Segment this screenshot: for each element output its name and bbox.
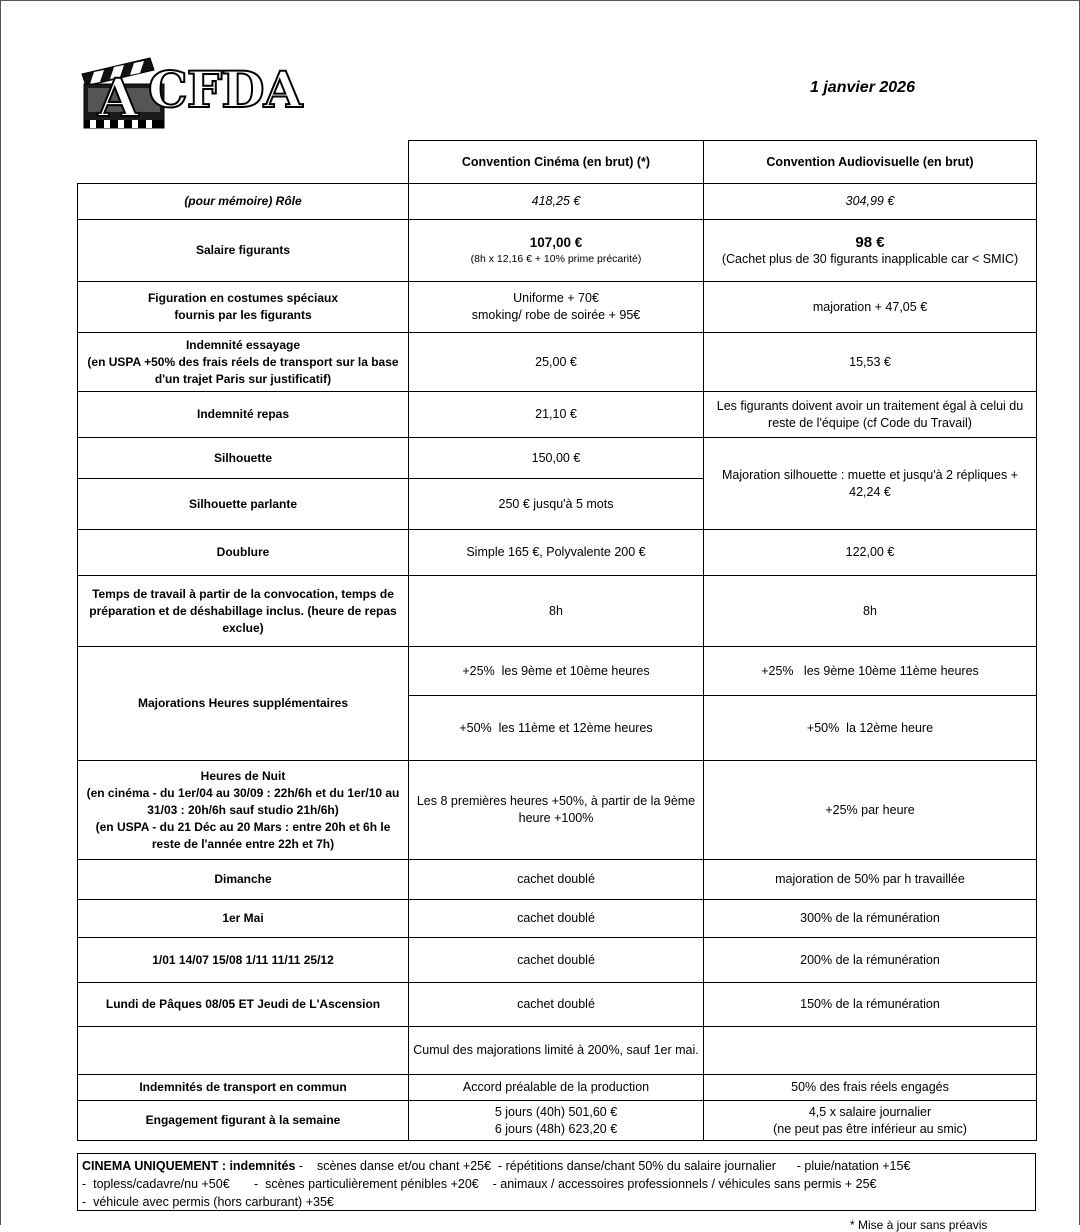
cinema-costumes-smoking: smoking/ robe de soirée + 95€ [471,308,641,322]
cinema-essayage: 25,00 € [409,333,704,392]
row-premier-mai [78,900,1037,938]
cinema-dimanche: cachet doublé [409,860,704,900]
label-nuit-cinema: (en cinéma - du 1er/04 au 30/09 : 22h/6h et du 1er/10 au 31/03 : 20h/6h sauf studio 21h/6h) [86,785,400,817]
cinema-premier-mai: cachet doublé [409,900,704,938]
label-doublure: Doublure [78,530,409,576]
audio-paques: 150% de la rémunération [704,983,1037,1027]
row-essayage [78,333,1037,392]
svg-text:A: A [98,68,139,129]
row-paques [78,983,1037,1027]
cinema-silhouette: 150,00 € [409,438,704,479]
cinema-salaire-note: (8h x 12,16 € + 10% prime précarité) [470,252,642,265]
cinema-temps: 8h [409,576,704,647]
row-semaine [78,1101,1037,1141]
audio-nuit: +25% par heure [704,761,1037,860]
audio-salaire [704,220,1037,282]
label-costumes-line2: fournis par les figurants [174,308,312,322]
row-dimanche [78,860,1037,900]
row-heures-sup-1 [78,647,1037,696]
label-salaire: Salaire figurants [78,220,409,282]
cinema-uniquement-line2: - topless/cadavre/nu +50€ - scènes particulièrement pénibles +20€ - animaux / accessoires professionnels / véhicules sans permis + 25€ [82,1177,877,1191]
cinema-semaine-5-jours: 5 jours (40h) 501,60 € [494,1104,618,1119]
audio-semaine-note: (ne peut pas être inférieur au smic) [773,1121,967,1136]
cinema-uniquement-line1-text: - scènes danse et/ou chant +25€ - répétitions danse/chant 50% du salaire journalier - pluie/natation +15€ [295,1159,911,1173]
label-silhouette: Silhouette [78,438,409,479]
rates-table [77,140,1037,1141]
cinema-heures-sup-25: +25% les 9ème et 10ème heures [409,647,704,696]
row-role [78,184,1037,220]
cinema-transport: Accord préalable de la production [409,1075,704,1101]
row-temps [78,576,1037,647]
label-repas: Indemnité repas [78,392,409,438]
cinema-uniquement-line3: - véhicule avec permis (hors carburant) +35€ [82,1195,334,1209]
audio-essayage: 15,53 € [704,333,1037,392]
header-corner [78,141,409,184]
label-feries: 1/01 14/07 15/08 1/11 11/11 25/12 [78,938,409,983]
cinema-nuit: Les 8 premières heures +50%, à partir de la 9ème heure +100% [409,761,704,860]
label-transport: Indemnités de transport en commun [78,1075,409,1101]
label-costumes-line1: Figuration en costumes spéciaux [147,291,339,305]
audio-salaire-amount: 98 € [855,233,885,251]
audio-silhouette: Majoration silhouette : muette et jusqu'à 2 répliques + 42,24 € [704,438,1037,530]
audio-semaine-formule: 4,5 x salaire journalier [808,1104,932,1119]
cinema-heures-sup-50: +50% les 11ème et 12ème heures [409,696,704,761]
label-essayage-title: Indemnité essayage [185,337,301,352]
audio-cumul [704,1027,1037,1075]
label-essayage-note: (en USPA +50% des frais réels de transport sur la base d'un trajet Paris sur justificatif) [87,354,399,386]
header-audiovisuel: Convention Audiovisuelle (en brut) [704,141,1037,184]
label-temps: Temps de travail à partir de la convocation, temps de préparation et de déshabillage inclus. (heure de repas exclue) [78,576,409,647]
label-essayage [78,333,409,392]
cinema-salaire-amount: 107,00 € [529,234,583,250]
cinema-role: 418,25 € [409,184,704,220]
label-dimanche: Dimanche [78,860,409,900]
audio-temps: 8h [704,576,1037,647]
cinema-semaine-6-jours: 6 jours (48h) 623,20 € [494,1121,618,1136]
audio-repas: Les figurants doivent avoir un traitement égal à celui du reste de l'équipe (cf Code du Travail) [704,392,1037,438]
audio-heures-sup-50: +50% la 12ème heure [704,696,1037,761]
audio-costumes: majoration + 47,05 € [704,282,1037,333]
label-semaine: Engagement figurant à la semaine [78,1101,409,1141]
label-costumes [78,282,409,333]
label-cumul [78,1027,409,1075]
row-costumes [78,282,1037,333]
audio-transport: 50% des frais réels engagés [704,1075,1037,1101]
header-cinema: Convention Cinéma (en brut) (*) [409,141,704,184]
label-silhouette-parlante: Silhouette parlante [78,479,409,530]
row-nuit [78,761,1037,860]
row-transport [78,1075,1037,1101]
row-cumul [78,1027,1037,1075]
audio-feries: 200% de la rémunération [704,938,1037,983]
row-silhouette [78,438,1037,479]
row-salaire [78,220,1037,282]
audio-heures-sup-25: +25% les 9ème 10ème 11ème heures [704,647,1037,696]
row-repas [78,392,1037,438]
cinema-feries: cachet doublé [409,938,704,983]
cinema-uniquement-line1 [82,1157,1031,1175]
label-nuit-title: Heures de Nuit [200,768,286,783]
cinema-semaine [409,1101,704,1141]
audio-premier-mai: 300% de la rémunération [704,900,1037,938]
cinema-costumes-uniforme: Uniforme + 70€ [513,291,599,305]
audio-dimanche: majoration de 50% par h travaillée [704,860,1037,900]
label-paques: Lundi de Pâques 08/05 ET Jeudi de L'Ascension [78,983,409,1027]
label-nuit-uspa: (en USPA - du 21 Déc au 20 Mars : entre 20h et 6h le reste de l'année entre 22h et 7h) [95,819,391,851]
cinema-costumes [409,282,704,333]
label-heures-sup: Majorations Heures supplémentaires [78,647,409,761]
cinema-uniquement-title: CINEMA UNIQUEMENT : indemnités [82,1159,296,1173]
audio-doublure: 122,00 € [704,530,1037,576]
document-date: 1 janvier 2026 [810,79,915,96]
cinema-salaire [409,220,704,282]
cinema-cumul: Cumul des majorations limité à 200%, sauf 1er mai. [409,1027,704,1075]
cinema-uniquement-box [77,1153,1036,1211]
cinema-silhouette-parlante: 250 € jusqu'à 5 mots [409,479,704,530]
row-feries [78,938,1037,983]
label-premier-mai: 1er Mai [78,900,409,938]
header-row [78,141,1037,184]
cfda-logo [80,52,330,132]
label-role: (pour mémoire) Rôle [78,184,409,220]
cinema-doublure: Simple 165 €, Polyvalente 200 € [409,530,704,576]
label-nuit [78,761,409,860]
cinema-paques: cachet doublé [409,983,704,1027]
audio-salaire-note: (Cachet plus de 30 figurants inapplicable car < SMIC) [721,251,1019,266]
footer-note: * Mise à jour sans préavis [850,1218,988,1232]
audio-role: 304,99 € [704,184,1037,220]
row-doublure [78,530,1037,576]
audio-semaine [704,1101,1037,1141]
cinema-repas: 21,10 € [409,392,704,438]
logo-text: CFDA [148,60,302,119]
